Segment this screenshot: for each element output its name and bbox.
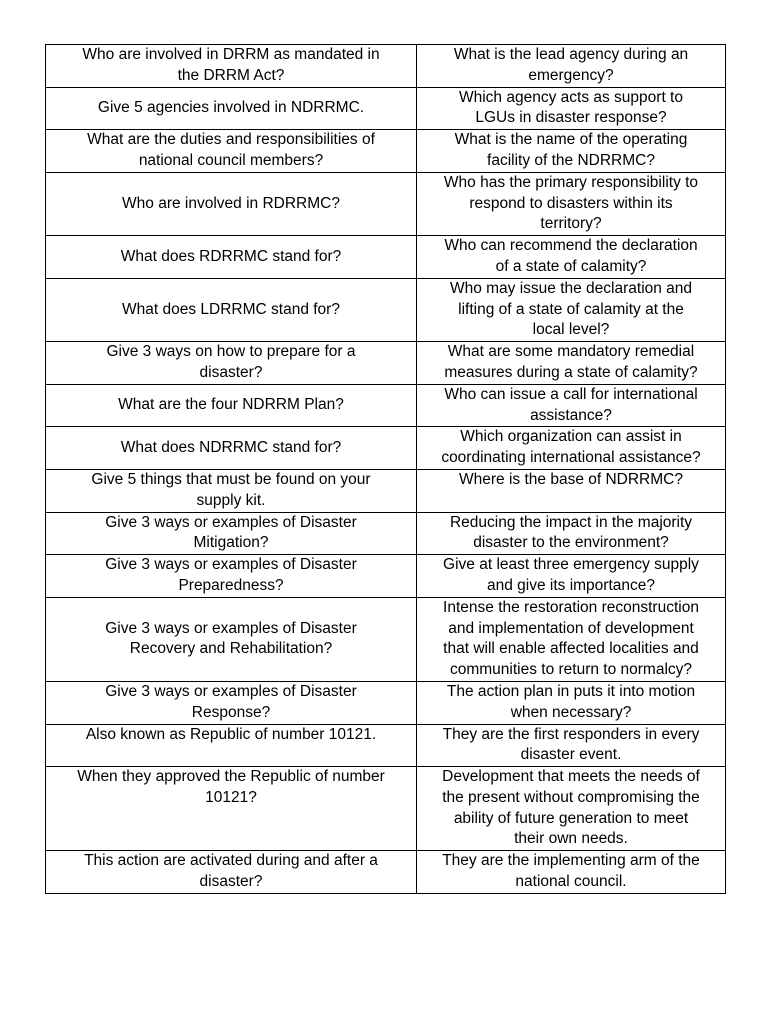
left-cell: Give 3 ways or examples of Disaster Recovery and Rehabilitation?	[46, 597, 417, 681]
right-cell: Who has the primary responsibility to respond to disasters within its territory?	[417, 172, 726, 235]
table-row	[46, 512, 726, 555]
table-row	[46, 87, 726, 130]
right-cell: Who may issue the declaration and lifting of a state of calamity at the local level?	[417, 278, 726, 341]
left-cell: Who are involved in DRRM as mandated in the DRRM Act?	[46, 45, 417, 88]
left-cell: Give 3 ways or examples of Disaster Mitigation?	[46, 512, 417, 555]
right-cell: Who can recommend the declaration of a state of calamity?	[417, 236, 726, 279]
table-row	[46, 278, 726, 341]
right-cell: Development that meets the needs of the present without compromising the ability of future generation to meet their own needs.	[417, 767, 726, 851]
left-cell: Who are involved in RDRRMC?	[46, 172, 417, 235]
right-cell: Who can issue a call for international assistance?	[417, 384, 726, 427]
left-cell: When they approved the Republic of number 10121?	[46, 767, 417, 851]
left-cell: Give 5 things that must be found on your supply kit.	[46, 469, 417, 512]
left-cell: What does RDRRMC stand for?	[46, 236, 417, 279]
left-cell: This action are activated during and after a disaster?	[46, 851, 417, 894]
table-row	[46, 469, 726, 512]
table-row	[46, 342, 726, 385]
left-cell: Give 3 ways or examples of Disaster Preparedness?	[46, 555, 417, 598]
right-cell: Which agency acts as support to LGUs in disaster response?	[417, 87, 726, 130]
left-cell: What does LDRRMC stand for?	[46, 278, 417, 341]
right-cell: They are the first responders in every disaster event.	[417, 724, 726, 767]
left-cell: Give 3 ways or examples of Disaster Response?	[46, 681, 417, 724]
left-cell: What are the duties and responsibilities of national council members?	[46, 130, 417, 173]
table-row	[46, 130, 726, 173]
table-row	[46, 384, 726, 427]
table-row	[46, 172, 726, 235]
table-row	[46, 681, 726, 724]
right-cell: What are some mandatory remedial measures during a state of calamity?	[417, 342, 726, 385]
table-row	[46, 45, 726, 88]
right-cell: Which organization can assist in coordinating international assistance?	[417, 427, 726, 470]
table-row	[46, 724, 726, 767]
left-cell: Give 3 ways on how to prepare for a disaster?	[46, 342, 417, 385]
table-row	[46, 851, 726, 894]
right-cell: What is the name of the operating facility of the NDRRMC?	[417, 130, 726, 173]
right-cell: The action plan in puts it into motion when necessary?	[417, 681, 726, 724]
right-cell: What is the lead agency during an emergency?	[417, 45, 726, 88]
table-row	[46, 427, 726, 470]
left-cell: What are the four NDRRM Plan?	[46, 384, 417, 427]
right-cell: Give at least three emergency supply and give its importance?	[417, 555, 726, 598]
right-cell: Where is the base of NDRRMC?	[417, 469, 726, 512]
left-cell: Give 5 agencies involved in NDRRMC.	[46, 87, 417, 130]
left-cell: Also known as Republic of number 10121.	[46, 724, 417, 767]
table-row	[46, 767, 726, 851]
right-cell: Reducing the impact in the majority disaster to the environment?	[417, 512, 726, 555]
table-row	[46, 236, 726, 279]
question-table	[45, 44, 726, 894]
table-row	[46, 597, 726, 681]
right-cell: They are the implementing arm of the national council.	[417, 851, 726, 894]
table-row	[46, 555, 726, 598]
right-cell: Intense the restoration reconstruction and implementation of development that will enable affected localities and communities to return to normalcy?	[417, 597, 726, 681]
left-cell: What does NDRRMC stand for?	[46, 427, 417, 470]
